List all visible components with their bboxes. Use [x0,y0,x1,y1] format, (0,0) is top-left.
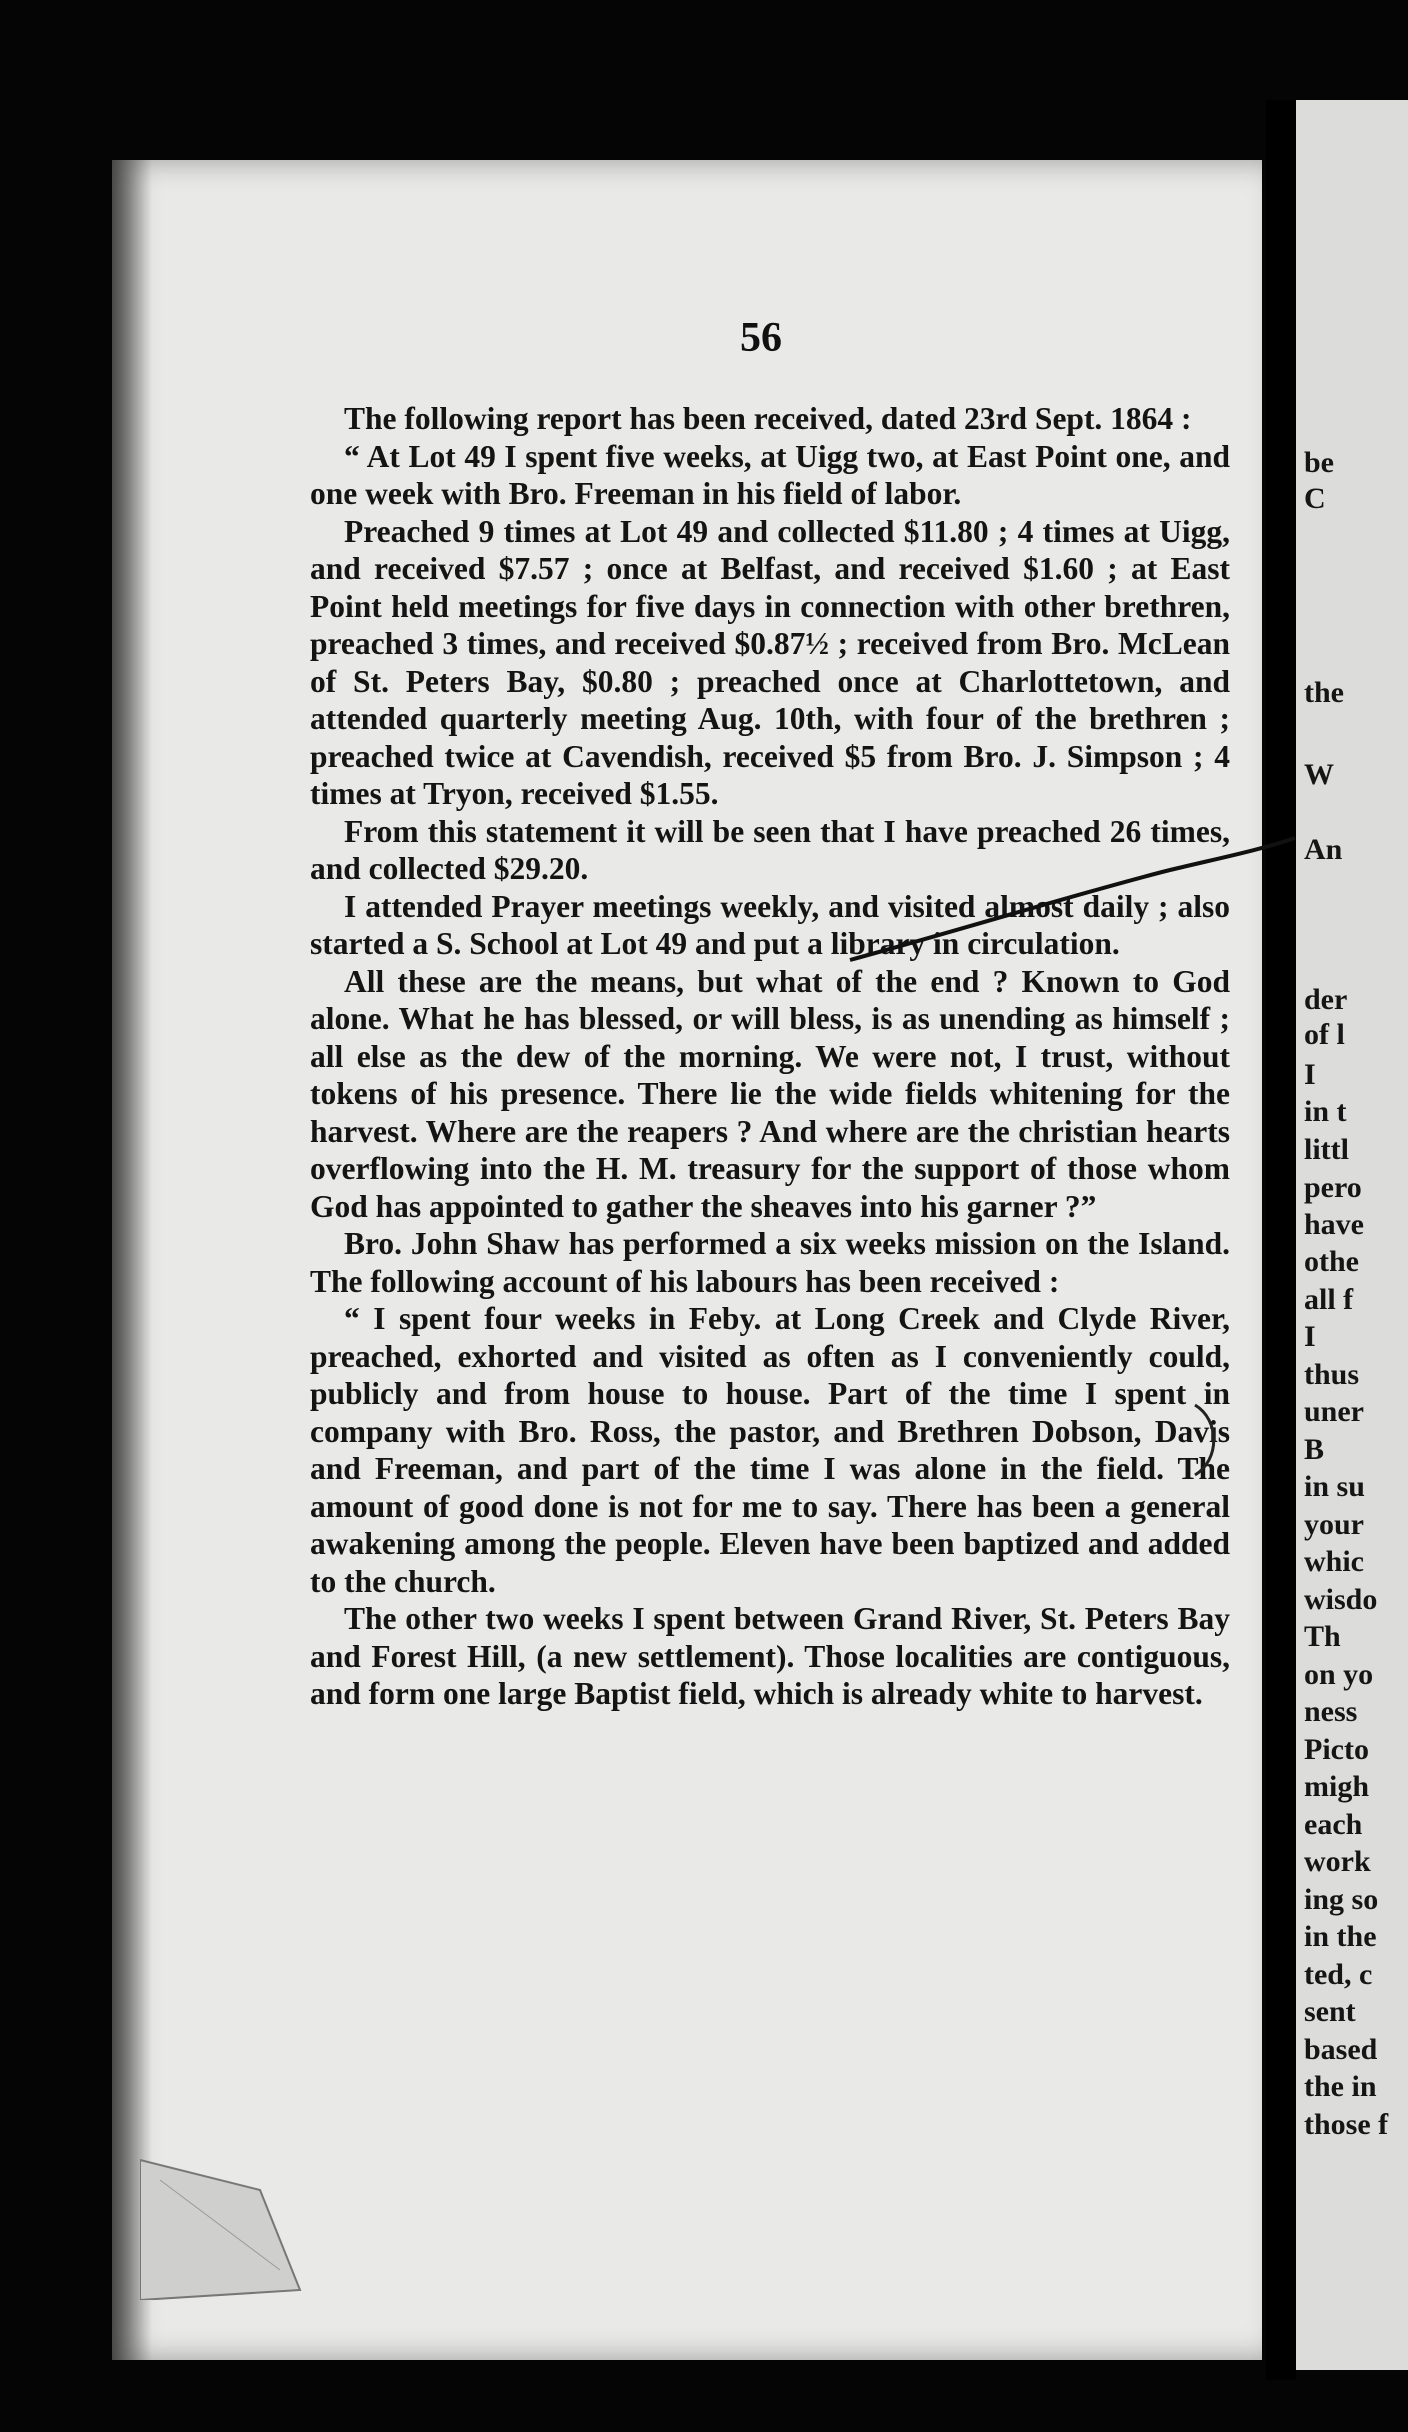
facing-page-fragment: whic [1304,1545,1364,1578]
facing-page-fragment: have [1304,1208,1364,1241]
facing-page-fragment: othe [1304,1245,1359,1278]
facing-page-fragment: I [1304,1320,1316,1353]
facing-page-fragment: be [1304,446,1334,479]
facing-page-fragment: uner [1304,1395,1364,1428]
page-corner-fold [140,2150,340,2300]
facing-page-fragment: of l [1304,1018,1345,1051]
paragraph: “ I spent four weeks in Feby. at Long Creek and Clyde River, preached, exhorted and visited as often as I conveniently could, publicly and from house to house. Part of the time I spent in company with Bro. Ross, the pastor, and Brethren Dobson, Davis and Freeman, and part of the time I was alone in the field. The amount of good done is not for me to say. There has been a general awakening among the people. Eleven have been baptized and added to the church. [310,1301,1230,1599]
facing-page-fragment: littl [1304,1133,1349,1166]
facing-page-fragment: the [1304,676,1344,709]
pen-stroke-mark [840,830,1300,970]
facing-page-fragment: the in [1304,2070,1377,2103]
facing-page-fragment: migh [1304,1770,1370,1803]
facing-page-fragment: sent [1304,1995,1356,2028]
facing-page-fragment: I [1304,1058,1316,1091]
facing-page-fragment: der [1304,983,1348,1016]
facing-page-fragment: B [1304,1433,1325,1466]
book-gutter [1266,100,1296,2380]
paragraph: “ At Lot 49 I spent five weeks, at Uigg two, at East Point one, and one week with Bro. Freeman in his field of labor. [310,438,1230,511]
paragraph: From this statement it will be seen that I have preached 26 times, and collected $29.20. [310,813,1230,886]
facing-page-fragment: An [1304,833,1343,866]
facing-page-fragment: in su [1304,1470,1365,1503]
bracket-mark [1190,1400,1230,1480]
facing-page-fragment: work [1304,1845,1371,1878]
facing-page-fragment: Picto [1304,1733,1369,1766]
page-number: 56 [740,315,782,361]
paragraph: Bro. John Shaw has performed a six weeks mission on the Island. The following account of his labours has been received : [310,1226,1230,1299]
facing-page-edge [1296,100,1408,2370]
facing-page-fragment: on yo [1304,1658,1374,1691]
paragraph: I attended Prayer meetings weekly, and visited almost daily ; also started a S. School at Lot 49 and put a library in circulation. [310,888,1230,961]
facing-page-fragment: ing so [1304,1883,1379,1916]
paragraph: The following report has been received, dated 23rd Sept. 1864 : [344,401,1192,436]
facing-page-fragment: each [1304,1808,1363,1841]
paragraph: All these are the means, but what of the end ? Known to God alone. What he has blessed, or will bless, is as unending as himself ; all else as the dew of the morning. We were not, I trust, without tokens of his presence. There lie the wide fields whitening for the harvest. Where are the reapers ? And where are the christian hearts overflowing into the H. M. treasury for the support of those whom God has appointed to gather the sheaves into his garner ?” [310,963,1230,1224]
facing-page-fragment: ted, c [1304,1958,1373,1991]
facing-page-fragment: your [1304,1508,1364,1541]
facing-page-fragment: W [1304,758,1334,791]
facing-page-fragment: wisdo [1304,1583,1378,1616]
facing-page-fragment: those f [1304,2108,1389,2141]
facing-page-fragment: based [1304,2033,1378,2066]
facing-page-fragment: in t [1304,1095,1347,1128]
page-body [310,400,1230,1713]
facing-page-fragment: pero [1304,1171,1362,1204]
facing-page-fragment: ness [1304,1695,1358,1728]
facing-page-fragment: thus [1304,1358,1360,1391]
facing-page-fragment: in the [1304,1920,1377,1953]
facing-page-fragment: all f [1304,1283,1354,1316]
paragraph: The other two weeks I spent between Grand River, St. Peters Bay and Forest Hill, (a new settlement). Those localities are contiguous, and form one large Baptist field, which is already white to harvest. [310,1601,1230,1711]
paragraph: Preached 9 times at Lot 49 and collected $11.80 ; 4 times at Uigg, and received $7.57 ; once at Belfast, and received $1.60 ; at East Point held meetings for five days in connection with other brethren, preached 3 times, and received $0.87½ ; received from Bro. McLean of St. Peters Bay, $0.80 ; preached once at Charlottetown, and attended quarterly meeting Aug. 10th, with four of the brethren ; preached twice at Cavendish, received $5 from Bro. J. Simpson ; 4 times at Tryon, received $1.55. [310,513,1230,811]
facing-page-fragment: Th [1304,1620,1341,1653]
facing-page-fragment: C [1304,482,1326,515]
